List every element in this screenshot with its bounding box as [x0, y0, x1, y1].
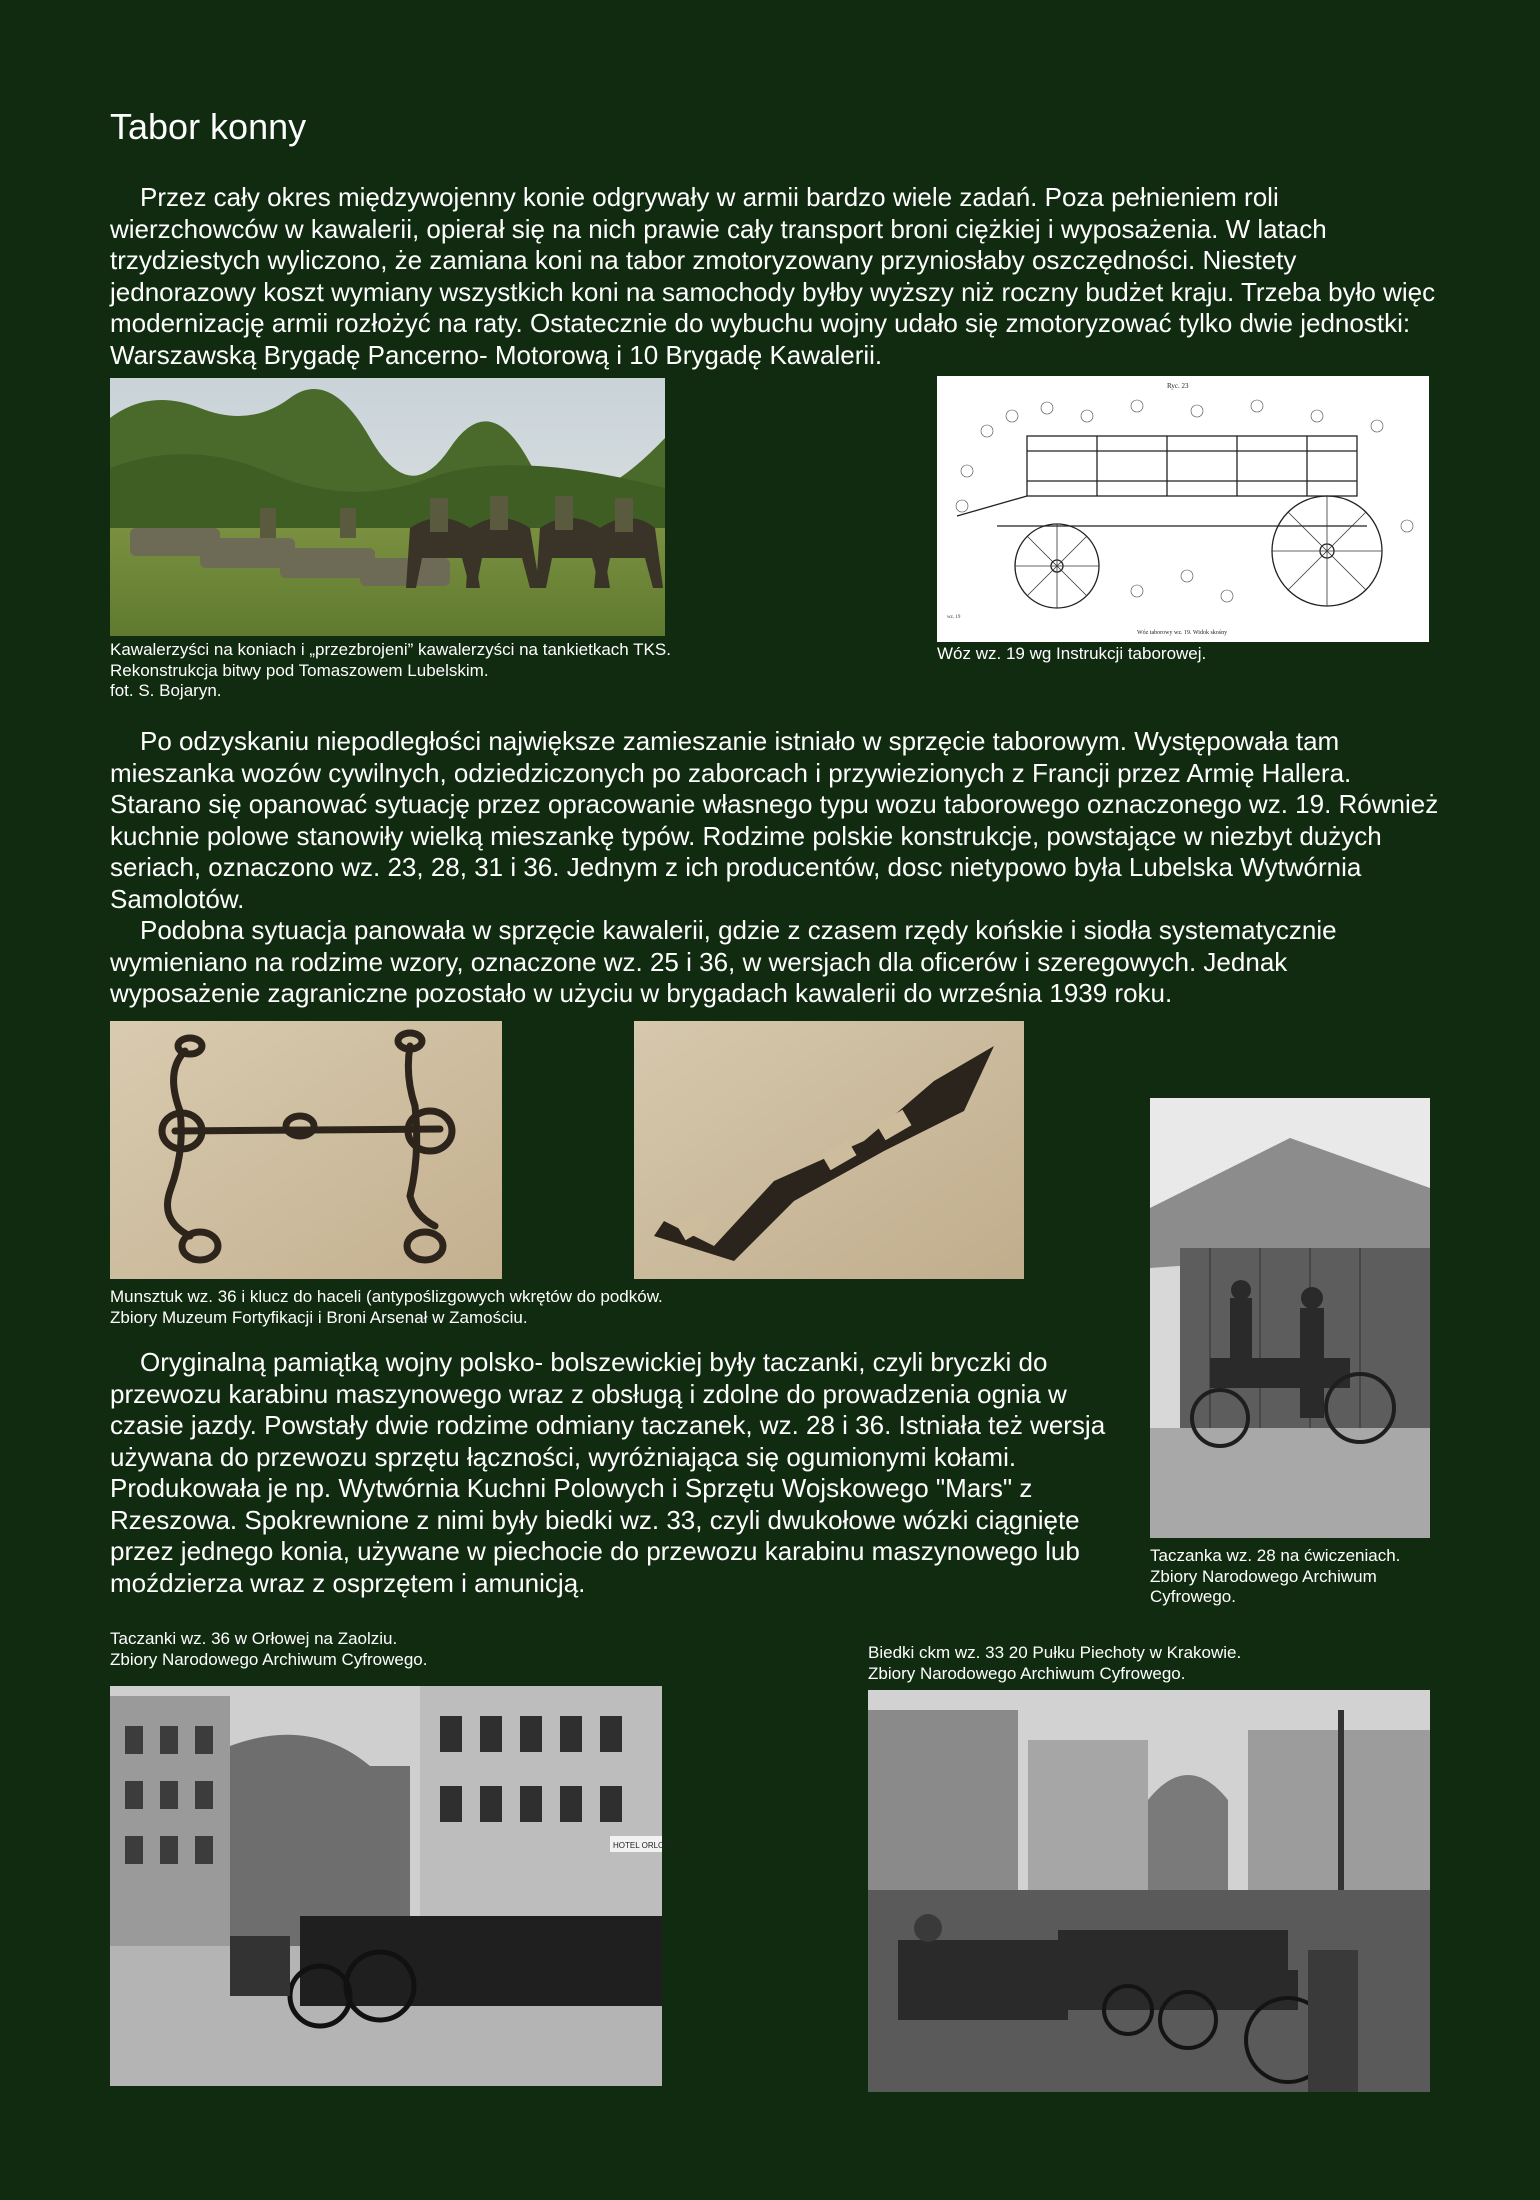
taczanki-paragraph [110, 1347, 1120, 1599]
paragraph-horses-role: Przez cały okres międzywojenny konie odgrywały w armii bardzo wiele zadań. Poza pełnieniem roli wierzchowców w kawalerii, opierał się na nich prawie cały transport broni ciężkiej i wyposażenia. W latach trzydziestych wyliczono, że zamiana koni na tabor zmotoryzowany przyniosłaby oszczędności. Niestety jednorazowy koszt wymiany wszystkich koni na samochody byłby wyższy niż roczny budżet kraju. Trzeba było więc modernizację armii rozłożyć na raty. Ostatecznie do wybuchu wojny udało się zmotoryzować tylko dwie jednostki: Warszawską Brygadę Pancerno- Motorową i 10 Brygadę Kawalerii. [110, 182, 1436, 370]
page-title: Tabor konny [110, 106, 307, 147]
caption-wagon: Wóz wz. 19 wg Instrukcji taborowej. [937, 644, 1207, 663]
photo-taczanka-wz28 [1150, 1098, 1430, 1538]
caption-taczanka28: Taczanka wz. 28 na ćwiczeniach. Zbiory Narodowego Archiwum Cyfrowego. [1150, 1546, 1401, 1606]
paragraph-cavalry-equipment: Podobna sytuacja panowała w sprzęcie kawalerii, gdzie z czasem rzędy końskie i siodła systematycznie wymieniano na rodzime wzory, oznaczone wz. 25 i 36, w wersjach dla oficerów i szeregowych. Jednak wyposażenie zagraniczne pozostało w użyciu w brygadach kawalerii do września 1939 roku. [110, 915, 1337, 1008]
intro-paragraph [110, 182, 1440, 371]
caption-biedki: Biedki ckm wz. 33 20 Pułku Piechoty w Krakowie. Zbiory Narodowego Archiwum Cyfrowego. [868, 1643, 1242, 1683]
caption-cavalry: Kawalerzyści na koniach i „przezbrojeni” kawalerzyści na tankietkach TKS. Rekonstrukcja bitwy pod Tomaszowem Lubelskim. fot. S. Bojaryn. [110, 640, 671, 700]
photo-hotel-sign: HOTEL ORLOVA [613, 1841, 675, 1850]
drawing-wagon-wz19 [937, 376, 1429, 642]
caption-bit: Munsztuk wz. 36 i klucz do haceli (antypoślizgowych wkrętów do podków. Zbiory Muzeum Fortyfikacji i Broni Arsenał w Zamościu. [110, 1287, 663, 1327]
drawing-left-note: wz. 19 [947, 615, 961, 620]
photo-bit-munsztuk [110, 1021, 502, 1279]
paragraph-wagons: Po odzyskaniu niepodległości największe zamieszanie istniało w sprzęcie taborowym. Występowała tam mieszanka wozów cywilnych, odziedziczonych po zaborcach i przywiezionych z Francji przez Armię Hallera. Starano się opanować sytuację przez opracowanie własnego typu wozu taborowego oznaczonego wz. 19. Również kuchnie polowe stanowiły wielką mieszankę typów. Rodzime polskie konstrukcje, powstające w niezbyt dużych seriach, oznaczono wz. 23, 28, 31 i 36. Jednym z ich producentów, dosc nietypowo była Lubelska Wytwórnia Samolotów. [110, 726, 1439, 914]
caption-taczanki36: Taczanki wz. 36 w Orłowej na Zaolziu. Zbiory Narodowego Archiwum Cyfrowego. [110, 1629, 428, 1669]
drawing-fig-label: Ryc. 23 [1167, 382, 1189, 390]
photo-stud-key [634, 1021, 1024, 1279]
drawing-bottom-caption: Wóz taborowy wz. 19. Widok skośny [1137, 630, 1228, 636]
middle-paragraphs [110, 726, 1440, 1010]
photo-cavalry-tankettes [110, 378, 665, 636]
paragraph-taczanki: Oryginalną pamiątką wojny polsko- bolszewickiej były taczanki, czyli bryczki do przewozu karabinu maszynowego wraz z obsługą i zdolne do prowadzenia ognia w czasie jazdy. Powstały dwie rodzime odmiany taczanek, wz. 28 i 36. Istniała też wersja używana do przewozu sprzętu łączności, wyróżniająca się ogumionymi kołami. Produkowała je np. Wytwórnia Kuchni Polowych i Sprzętu Wojskowego "Mars" z Rzeszowa. Spokrewnione z nimi były biedki wz. 33, czyli dwukołowe wózki ciągnięte przez jednego konia, używane w piechocie do przewozu karabinu maszynowego lub moździerza wraz z osprzętem i amunicją. [110, 1347, 1106, 1598]
photo-biedki-krakow [868, 1690, 1430, 2092]
photo-taczanki-wz36-orlova [110, 1686, 675, 2086]
